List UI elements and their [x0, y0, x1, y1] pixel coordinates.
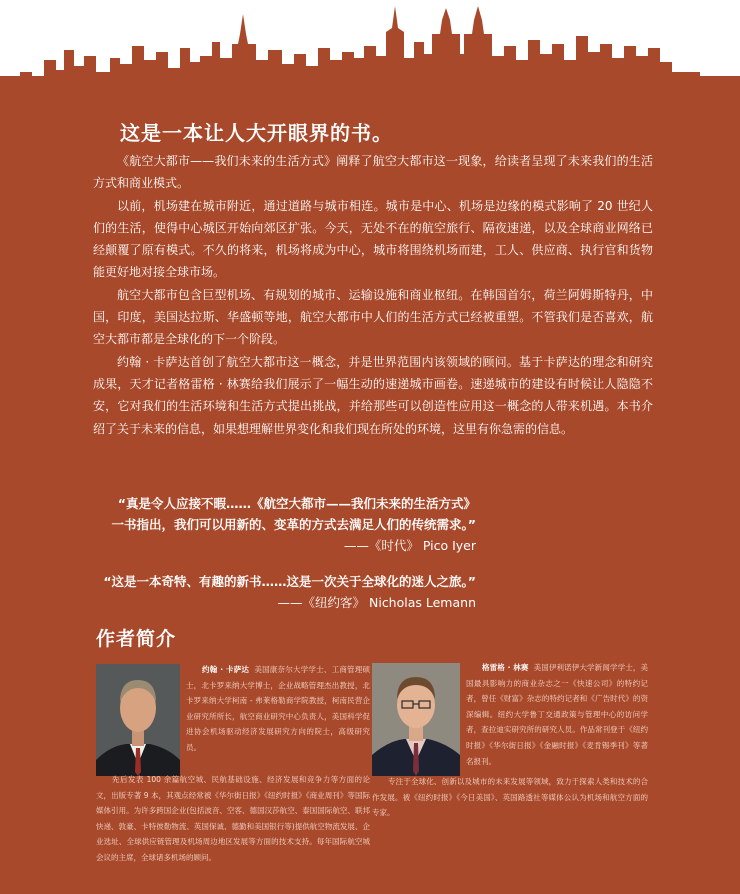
body-text	[93, 150, 653, 440]
review-quote-new-yorker	[80, 571, 476, 613]
author-bio-lindsay-intro	[466, 660, 648, 769]
paragraph: 以前，机场建在城市附近，通过道路与城市相连。城市是中心、机场是边缘的模式影响了 20 世纪人们的生活，使得中心城区开始向郊区扩张。今天，无处不在的航空旅行、隔夜速递，以及全球商业网络已经颠覆了原有模式。不久的将来，机场将成为中心，城市将围绕机场而建，工人、供应商、执行官和货物能更好地对接全球市场。	[93, 198, 653, 280]
author-bio-lindsay-more	[372, 774, 648, 821]
author-bio-kasarda-more	[96, 772, 370, 866]
author-section-title: 作者简介	[96, 628, 177, 650]
paragraph: 航空大都市包含巨型机场、有规划的城市、运输设施和商业枢纽。在韩国首尔，荷兰阿姆斯特丹，中国，印度，美国达拉斯、华盛顿等地，航空大都市中人们的生活方式已经被重塑。不管我们是否喜欢，航空大都市都是全球化的下一个阶段。	[93, 287, 653, 347]
quote-line: 一书指出，我们可以用新的、变革的方式去满足人们的传统需求。”	[111, 517, 476, 532]
quote-source: ——《纽约客》 Nicholas Lemann	[277, 595, 476, 610]
author-name: 约翰 · 卡萨达	[202, 665, 250, 674]
paragraph: 《航空大都市——我们未来的生活方式》阐释了航空大都市这一现象，给读者呈现了未来我们的生活方式和商业模式。	[93, 154, 653, 191]
review-quote-time	[80, 493, 476, 556]
author-intro: 美国伊利诺伊大学新闻学学士，美国最具影响力的商业杂志之一《快速公司》的特约记者，曾任《财富》杂志的特约记者和《广告时代》的资深编辑。纽约大学鲁丁交通政策与管理中心的访问学者，查拉迪实研究所的研究人员。作品常刊登于《纽约时报》《华尔街日报》《金融时报》《麦肯锡季刊》等著名报刊。	[466, 663, 648, 766]
author-bio-kasarda-intro	[186, 662, 370, 756]
paragraph: 约翰 · 卡萨达首创了航空大都市这一概念，并是世界范围内该领域的顾问。基于卡萨达的理念和研究成果，天才记者格雷格 · 林赛给我们展示了一幅生动的速递城市画卷。速递城市的建设有时候让人隐隐不安，它对我们的生活环境和生活方式提出挑战，并给那些可以创造性应用这一概念的人带来机遇。本书介绍了关于未来的信息，如果想理解世界变化和我们现在所处的环境，这里有你急需的信息。	[93, 354, 653, 436]
author-name: 格雷格 · 林赛	[482, 663, 529, 672]
author-more: 专注于全球化、创新以及城市的未来发展等领域，致力于探索人类和技术的合作发展。被《纽约时报》《今日美国》、英国路透社等媒体公认为机场和航空方面的专家。	[372, 777, 648, 818]
author-photo-lindsay	[372, 663, 460, 776]
quote-line: “这是一本奇特、有趣的新书……这是一次关于全球化的迷人之旅。”	[103, 574, 476, 589]
author-intro: 美国康奈尔大学学士、工商管理硕士，北卡罗来纳大学博士，企业战略管理杰出教授，北卡罗来纳大学柯南 - 弗莱格勒商学院教授，柯南民营企业研究所所长，航空商业研究中心负责人，美国科学促进协会机场驱动经济发展研究方向的院士，高级研究员。	[186, 665, 370, 752]
author-more: 先后发表 100 余篇航空城、民航基础设施、经济发展和竞争力等方面的论文，出版专著 9 本，其观点经常被《华尔街日报》《纽约时报》《商业周刊》等国际媒体引用。为许多跨国企业(包括波音、空客、德国汉莎航空、泰国国际航空、联邦快递、敦豪、卡特彼勒物流、英国保诚、德勤和美国银行等)提供航空物流发展、企业选址、全球供应链管理及机场周边地区发展等方面的技术支持。每年国际航空城会议的主席，全球诸多机场的顾问。	[96, 775, 370, 862]
author-photo-kasarda	[96, 664, 180, 776]
quote-source: ——《时代》 Pico Iyer	[343, 538, 476, 553]
quote-line: “真是令人应接不暇……《航空大都市——我们未来的生活方式》	[117, 496, 476, 511]
headline: 这是一本让人大开眼界的书。	[120, 121, 393, 145]
